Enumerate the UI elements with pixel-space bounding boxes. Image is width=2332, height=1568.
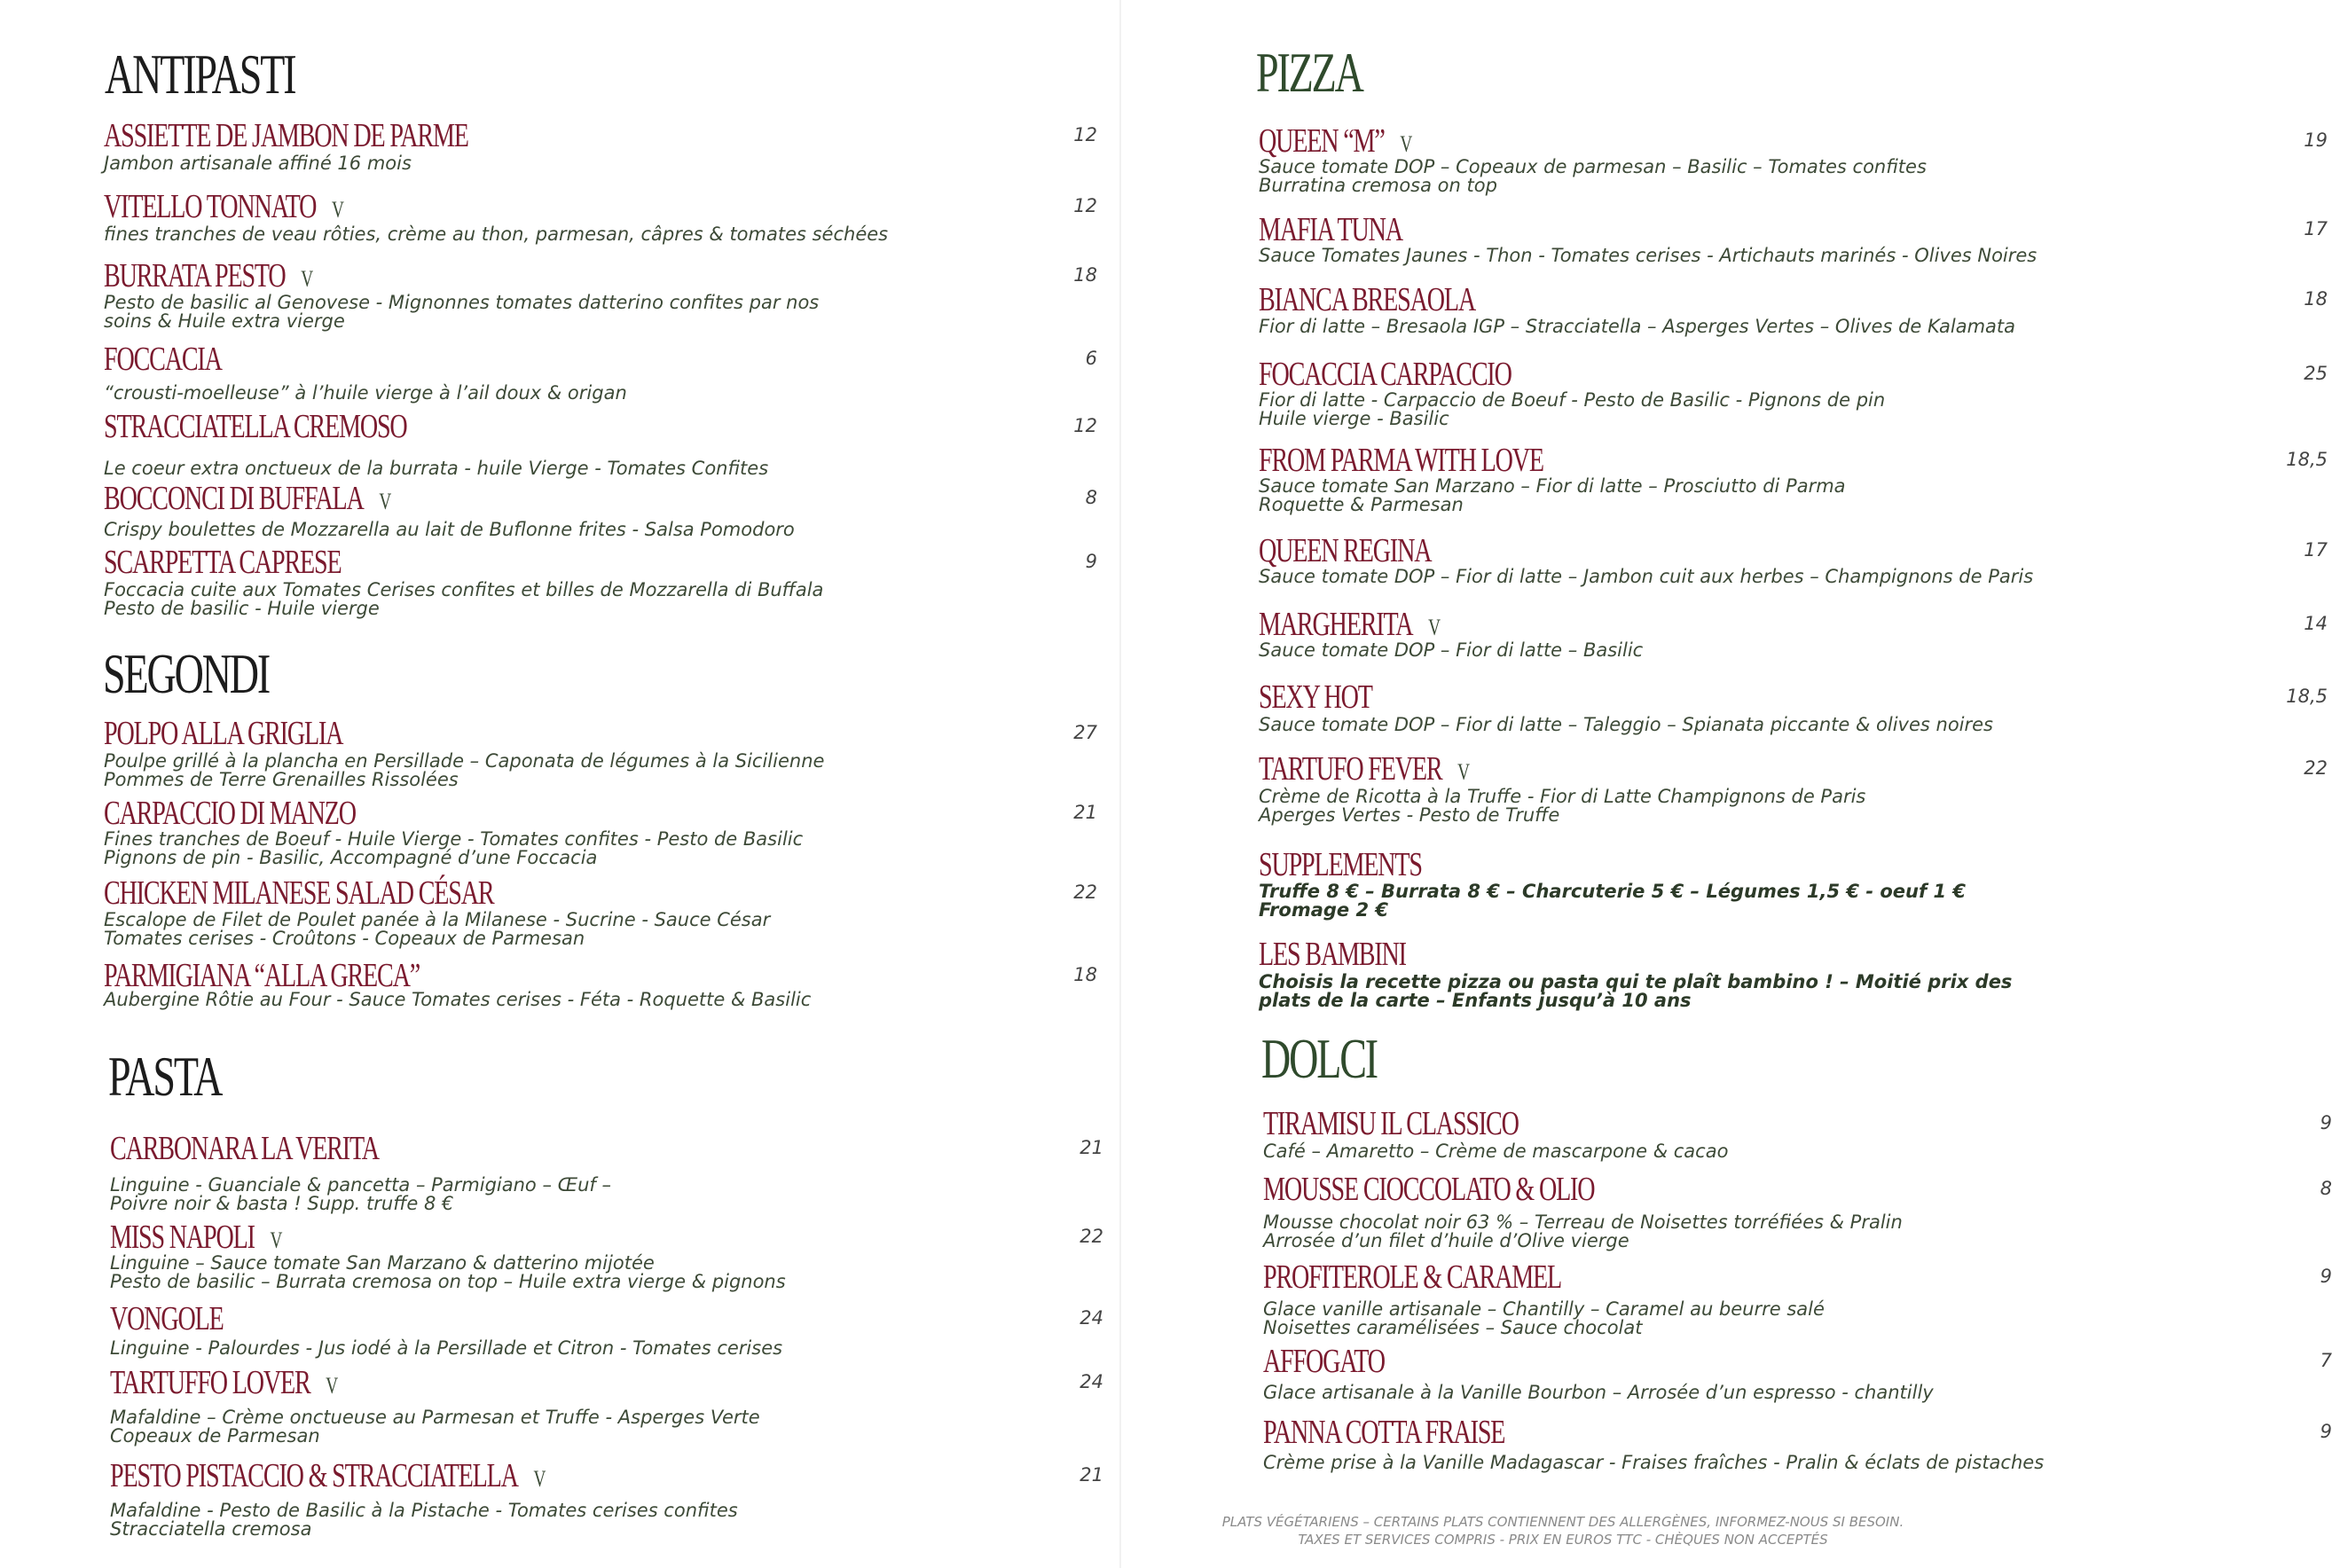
menu-item-name <box>1259 283 1475 317</box>
menu-item-description: Sauce tomate DOP – Fior di latte – Jambon cuit aux herbes – Champignons de Paris <box>1259 566 2034 587</box>
menu-item-name-text: VITELLO TONNATO <box>104 188 317 225</box>
menu-item-price: 7 <box>2320 1350 2332 1371</box>
menu-item-description: soins & Huile extra vierge <box>104 310 345 332</box>
menu-item-name <box>104 717 342 750</box>
menu-item-name-text: QUEEN “M” <box>1259 122 1385 160</box>
bambini-title: LES BAMBINI <box>1259 936 1406 973</box>
menu-item-description: Linguine - Guanciale & pancetta – Parmigiano – Œuf – <box>110 1174 611 1196</box>
menu-item-price: 8 <box>2320 1178 2332 1199</box>
menu-item-name <box>104 342 222 376</box>
menu-item-name-text: BURRATA PESTO <box>104 257 286 294</box>
menu-item-name-text: VONGOLE <box>110 1300 224 1337</box>
menu-item-description: Stracciatella cremosa <box>110 1518 312 1540</box>
menu-item-name <box>1259 534 1431 568</box>
menu-item-name <box>1263 1260 1561 1294</box>
menu-item-name <box>1259 213 1402 247</box>
menu-item-name-text: STRACCIATELLA CREMOSO <box>104 408 407 445</box>
menu-item-description: Pesto de basilic – Burrata cremosa on top – Huile extra vierge & pignons <box>110 1271 786 1292</box>
menu-item-name-text: PANNA COTTA FRAISE <box>1263 1414 1505 1451</box>
section-title-dolci: DOLCI <box>1261 1027 1377 1090</box>
menu-item-description: Linguine – Sauce tomate San Marzano & datterino mijotée <box>110 1252 655 1274</box>
footer-note <box>1119 1513 2006 1548</box>
menu-item-name-text: FOCCACIA <box>104 341 222 378</box>
menu-item-description: Fior di latte – Bresaola IGP – Stracciatella – Asperges Vertes – Olives de Kalamata <box>1259 316 2016 337</box>
menu-item-price: 21 <box>1080 1137 1103 1158</box>
menu-item-name-text: PROFITEROLE & CARAMEL <box>1263 1258 1562 1296</box>
menu-item-description: Glace vanille artisanale – Chantilly – Caramel au beurre salé <box>1263 1298 1825 1320</box>
menu-item-price: 9 <box>2320 1421 2332 1442</box>
section-title-antipasti: ANTIPASTI <box>105 43 295 106</box>
bambini-desc-line: plats de la carte – Enfants jusqu’à 10 ans <box>1259 990 1692 1011</box>
menu-item-price: 18,5 <box>2286 449 2328 470</box>
vegetarian-marker: V <box>1428 615 1441 640</box>
menu-item-price: 25 <box>2304 363 2328 384</box>
menu-item-name-text: PESTO PISTACCIO & STRACCIATELLA <box>110 1457 518 1494</box>
right-page <box>1119 0 2332 1568</box>
supplements-desc-line: Fromage 2 € <box>1259 899 1388 921</box>
footer-line-allergens: PLATS VÉGÉTARIENS – CERTAINS PLATS CONTIENNENT DES ALLERGÈNES, INFORMEZ-NOUS SI BESOIN. <box>1221 1514 1904 1530</box>
menu-item-description: Glace artisanale à la Vanille Bourbon – Arrosée d’un espresso - chantilly <box>1263 1382 1934 1403</box>
menu-item-price: 22 <box>2304 757 2328 779</box>
menu-item-name-text: TARTUFO FEVER <box>1259 750 1442 788</box>
menu-item-price: 24 <box>1080 1307 1103 1329</box>
menu-item-name-text: CARPACCIO DI MANZO <box>104 795 356 832</box>
menu-item-name-text: TIRAMISU IL CLASSICO <box>1263 1105 1519 1142</box>
menu-item-name <box>104 545 341 579</box>
menu-item-price: 24 <box>1080 1371 1103 1392</box>
menu-item-description: Fior di latte - Carpaccio de Boeuf - Pesto de Basilic - Pignons de pin <box>1259 389 1886 411</box>
menu-item-price: 12 <box>1073 195 1097 216</box>
menu-item-description: Crispy boulettes de Mozzarella au lait de Buflonne frites - Salsa Pomodoro <box>104 519 795 540</box>
menu-item-name-text: MOUSSE CIOCCOLATO & OLIO <box>1263 1171 1595 1208</box>
menu-item-price: 12 <box>1073 124 1097 145</box>
menu-item-name <box>110 1459 546 1493</box>
menu-item-description: Aubergine Rôtie au Four - Sauce Tomates cerises - Féta - Roquette & Basilic <box>104 989 812 1010</box>
menu-item-price: 22 <box>1080 1226 1103 1247</box>
menu-item-description: fines tranches de veau rôties, crème au thon, parmesan, câpres & tomates séchées <box>104 223 889 245</box>
menu-item-name <box>110 1302 224 1336</box>
menu-item-name <box>1263 1172 1594 1206</box>
menu-item-name <box>1259 357 1511 391</box>
menu-item-name <box>104 482 391 515</box>
menu-item-name <box>110 1132 379 1165</box>
menu-item-name-text: ASSIETTE DE JAMBON DE PARME <box>104 117 468 154</box>
menu-item-name <box>104 410 407 443</box>
menu-item-description: Sauce tomate DOP – Fior di latte – Taleggio – Spianata piccante & olives noires <box>1259 714 1993 735</box>
menu-item-name-text: MAFIA TUNA <box>1259 211 1402 248</box>
menu-item-name-text: MISS NAPOLI <box>110 1219 255 1256</box>
menu-item-price: 18 <box>1073 964 1097 985</box>
menu-item-price: 19 <box>2304 129 2328 151</box>
menu-item-name <box>104 190 344 223</box>
menu-item-description: Café – Amaretto – Crème de mascarpone & cacao <box>1263 1141 1729 1162</box>
menu-item-description: Escalope de Filet de Poulet panée à la Milanese - Sucrine - Sauce César <box>104 909 771 930</box>
menu-item-price: 17 <box>2304 218 2328 239</box>
menu-item-description: Roquette & Parmesan <box>1259 494 1464 515</box>
menu-item-description: Huile vierge - Basilic <box>1259 408 1449 429</box>
menu-item-description: Poulpe grillé à la plancha en Persillade – Caponata de légumes à la Sicilienne <box>104 750 825 772</box>
menu-item-name <box>1263 1345 1385 1378</box>
menu-item-price: 21 <box>1073 802 1097 823</box>
menu-item-description: Pommes de Terre Grenailles Rissolées <box>104 769 459 790</box>
menu-item-name <box>104 119 468 153</box>
supplements-title: SUPPLEMENTS <box>1259 846 1422 883</box>
menu-item-price: 17 <box>2304 539 2328 561</box>
menu-item-name-text: BIANCA BRESAOLA <box>1259 281 1475 318</box>
menu-item-description: Noisettes caramélisées – Sauce chocolat <box>1263 1317 1643 1338</box>
section-title-segondi: SEGONDI <box>103 642 270 705</box>
menu-item-description: Aperges Vertes - Pesto de Truffe <box>1259 804 1560 826</box>
menu-item-name-text: POLPO ALLA GRIGLIA <box>104 715 343 752</box>
menu-item-name-text: PARMIGIANA “ALLA GRECA” <box>104 957 420 994</box>
vegetarian-marker: V <box>326 1373 339 1399</box>
menu-item-name-text: MARGHERITA <box>1259 606 1413 643</box>
menu-item-price: 22 <box>1073 882 1097 903</box>
menu-item-price: 18 <box>1073 264 1097 286</box>
menu-item-description: Mafaldine – Crème onctueuse au Parmesan et Truffe - Asperges Verte <box>110 1407 760 1428</box>
vegetarian-marker: V <box>533 1466 546 1492</box>
menu-item-name-text: SCARPETTA CAPRESE <box>104 544 342 581</box>
menu-item-price: 18,5 <box>2286 686 2328 707</box>
menu-item-price: 9 <box>2320 1266 2332 1287</box>
menu-item-name <box>104 796 356 830</box>
menu-item-description: Le coeur extra onctueux de la burrata - huile Vierge - Tomates Confites <box>104 458 769 479</box>
menu-item-name <box>1259 443 1543 477</box>
menu-item-price: 18 <box>2304 288 2328 310</box>
menu-item-description: Crème de Ricotta à la Truffe - Fior di Latte Champignons de Paris <box>1259 786 1866 807</box>
menu-item-description: Crème prise à la Vanille Madagascar - Fraises fraîches - Pralin & éclats de pistaches <box>1263 1452 2045 1473</box>
vegetarian-marker: V <box>1457 759 1471 785</box>
footer-line-taxes: TAXES ET SERVICES COMPRIS - PRIX EN EUROS TTC - CHÈQUES NON ACCEPTÉS <box>1298 1532 1828 1548</box>
menu-item-name <box>1259 608 1441 641</box>
menu-item-name <box>1263 1107 1519 1141</box>
section-title-pasta: PASTA <box>108 1045 222 1108</box>
menu-item-name <box>110 1220 282 1254</box>
menu-item-description: Arrosée d’un filet d’huile d’Olive vierge <box>1263 1230 1629 1251</box>
vegetarian-marker: V <box>379 489 392 514</box>
menu-item-price: 6 <box>1085 348 1097 369</box>
menu-item-description: Sauce tomate DOP – Copeaux de parmesan – Basilic – Tomates confites <box>1259 156 1927 177</box>
menu-item-description: Sauce tomate DOP – Fior di latte – Basilic <box>1259 639 1644 661</box>
menu-item-name <box>104 876 493 910</box>
menu-item-name <box>110 1366 338 1399</box>
menu-item-description: Mafaldine - Pesto de Basilic à la Pistache - Tomates cerises confites <box>110 1500 738 1521</box>
menu-item-price: 12 <box>1073 415 1097 436</box>
menu-item-name-text: CARBONARA LA VERITA <box>110 1130 379 1167</box>
menu-item-description: Pesto de basilic - Huile vierge <box>104 598 380 619</box>
menu-item-description: Jambon artisanale affiné 16 mois <box>104 153 412 174</box>
vegetarian-marker: V <box>1400 131 1413 157</box>
menu-item-price: 21 <box>1080 1464 1103 1486</box>
vegetarian-marker: V <box>331 197 344 223</box>
menu-item-price: 14 <box>2304 613 2328 634</box>
menu-item-description: Burratina cremosa on top <box>1259 175 1497 196</box>
menu-item-name-text: TARTUFFO LOVER <box>110 1364 310 1401</box>
menu-item-name-text: FROM PARMA WITH LOVE <box>1259 442 1543 479</box>
menu-item-description: Poivre noir & basta ! Supp. truffe 8 € <box>110 1193 454 1214</box>
menu-item-description: Pignons de pin - Basilic, Accompagné d’une Foccacia <box>104 847 598 868</box>
menu-item-description: Pesto de basilic al Genovese - Mignonnes tomates datterino confites par nos <box>104 292 820 313</box>
vegetarian-marker: V <box>270 1227 283 1253</box>
menu-item-name-text: SEXY HOT <box>1259 678 1372 716</box>
menu-item-name-text: FOCACCIA CARPACCIO <box>1259 356 1511 393</box>
menu-item-name <box>1259 680 1372 714</box>
menu-item-description: Fines tranches de Boeuf - Huile Vierge - Tomates confites - Pesto de Basilic <box>104 828 804 850</box>
section-title-pizza: PIZZA <box>1256 41 1362 104</box>
left-page <box>0 0 1119 1568</box>
menu-item-name <box>104 259 313 293</box>
menu-item-price: 27 <box>1073 722 1097 743</box>
menu-item-price: 8 <box>1085 487 1097 508</box>
menu-item-description: Foccacia cuite aux Tomates Cerises confites et billes de Mozzarella di Buffala <box>104 579 824 600</box>
menu-item-description: Mousse chocolat noir 63 % – Terreau de Noisettes torréfiées & Pralin <box>1263 1211 1903 1233</box>
menu-item-description: Copeaux de Parmesan <box>110 1425 320 1446</box>
menu-item-description: Linguine - Palourdes - Jus iodé à la Persillade et Citron - Tomates cerises <box>110 1337 783 1359</box>
supplements-desc-line: Truffe 8 € – Burrata 8 € – Charcuterie 5 € – Légumes 1,5 € - oeuf 1 € <box>1259 881 1966 902</box>
menu-item-name <box>1263 1415 1504 1449</box>
menu-item-price: 9 <box>1085 551 1097 572</box>
menu-item-name <box>104 959 420 992</box>
menu-item-description: Sauce tomate San Marzano – Fior di latte – Prosciutto di Parma <box>1259 475 1846 497</box>
menu-item-name <box>1259 752 1470 786</box>
menu-item-description: Sauce Tomates Jaunes - Thon - Tomates cerises - Artichauts marinés - Olives Noires <box>1259 245 2038 266</box>
menu-item-description: Tomates cerises - Croûtons - Copeaux de Parmesan <box>104 928 585 949</box>
menu-item-name <box>1259 124 1412 158</box>
bambini-desc-line: Choisis la recette pizza ou pasta qui te plaît bambino ! – Moitié prix des <box>1259 971 2013 992</box>
menu-item-name-text: BOCCONCI DI BUFFALA <box>104 480 364 517</box>
menu-item-name-text: QUEEN REGINA <box>1259 532 1432 569</box>
menu-item-name-text: AFFOGATO <box>1263 1343 1385 1380</box>
menu-item-name-text: CHICKEN MILANESE SALAD CÉSAR <box>104 874 494 912</box>
menu-item-price: 9 <box>2320 1112 2332 1133</box>
menu-item-description: “crousti-moelleuse” à l’huile vierge à l’ail doux & origan <box>104 382 627 404</box>
vegetarian-marker: V <box>301 266 314 292</box>
